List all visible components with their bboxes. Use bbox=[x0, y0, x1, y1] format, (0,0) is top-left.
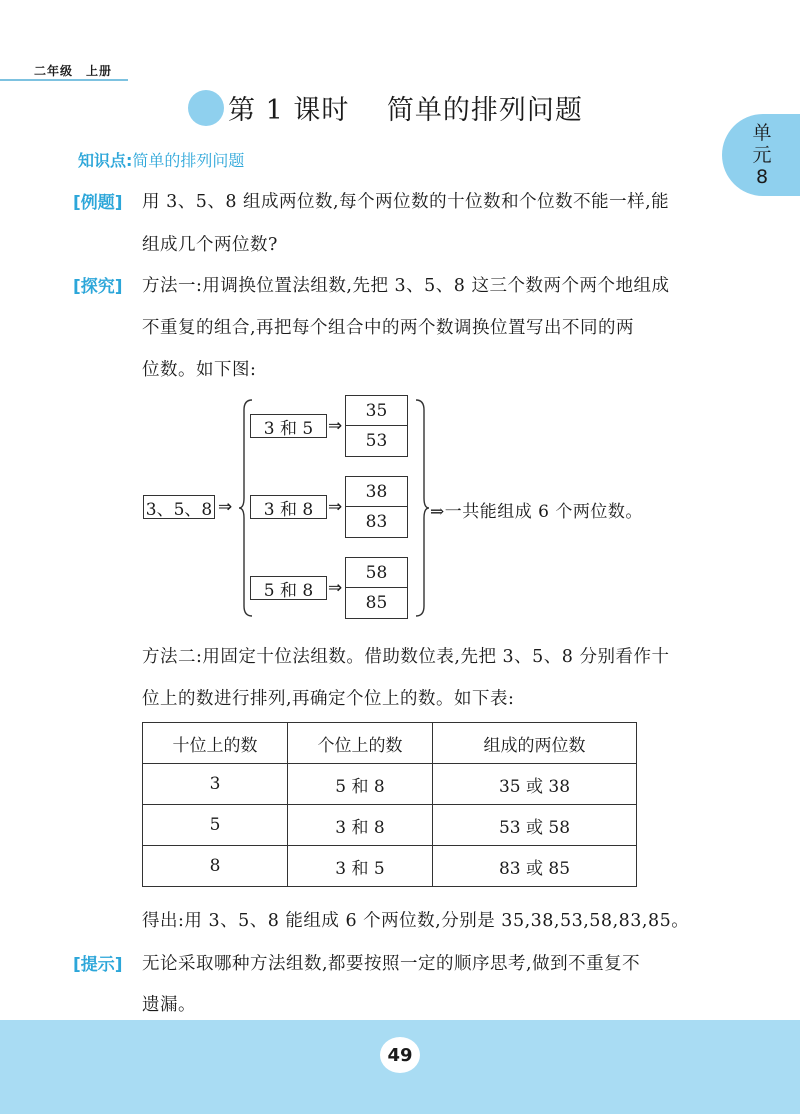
pair-box-2: 3 和 8 bbox=[250, 495, 327, 519]
diagram-arrow-main: ⇒ bbox=[218, 497, 233, 517]
table-header: 十位上的数 bbox=[143, 723, 288, 764]
pair-arrow-2: ⇒ bbox=[328, 497, 343, 517]
numbers-box-2 bbox=[345, 476, 408, 538]
table-cell: 8 bbox=[143, 846, 288, 887]
table-header: 组成的两位数 bbox=[433, 723, 637, 764]
unit-tab-number: 8 bbox=[755, 166, 769, 188]
hint-tag: [提示] bbox=[73, 955, 123, 975]
table-cell: 83 或 85 bbox=[433, 846, 637, 887]
unit-tab-line1: 单 bbox=[752, 122, 772, 144]
explore-tag: [探究] bbox=[73, 277, 123, 297]
method2-line-1: 方法二:用固定十位法组数。借助数位表,先把 3、5、8 分别看作十 bbox=[142, 647, 670, 667]
table-row bbox=[143, 846, 637, 887]
hint-line-2: 遗漏。 bbox=[142, 995, 196, 1015]
knowledge-point-label: 知识点: bbox=[78, 151, 133, 170]
conclusion: 得出:用 3、5、8 能组成 6 个两位数,分别是 35,38,53,58,83,85。 bbox=[142, 911, 690, 931]
example-line-1: 用 3、5、8 组成两位数,每个两位数的十位数和个位数不能一样,能 bbox=[142, 192, 670, 212]
place-value-table bbox=[142, 722, 637, 887]
table-cell: 5 bbox=[143, 805, 288, 846]
number-cell: 85 bbox=[365, 593, 388, 613]
knowledge-point-text: 简单的排列问题 bbox=[132, 151, 245, 170]
hint-line-1: 无论采取哪种方法组数,都要按照一定的顺序思考,做到不重复不 bbox=[142, 954, 641, 974]
pair-box-1: 3 和 5 bbox=[250, 414, 327, 438]
explore-line-2: 不重复的组合,再把每个组合中的两个数调换位置写出不同的两 bbox=[142, 318, 635, 338]
lesson-title: 第 1 课时 简单的排列问题 bbox=[228, 95, 583, 126]
table-header-row bbox=[143, 723, 637, 764]
number-cell: 53 bbox=[365, 431, 388, 451]
pair-box-3: 5 和 8 bbox=[250, 576, 327, 600]
diagram-result: ⇒一共能组成 6 个两位数。 bbox=[430, 502, 643, 522]
number-cell: 35 bbox=[346, 396, 407, 426]
numbers-box-3 bbox=[345, 557, 408, 619]
number-cell: 58 bbox=[346, 558, 407, 588]
table-cell: 3 和 5 bbox=[288, 846, 433, 887]
table-row bbox=[143, 805, 637, 846]
number-cell: 83 bbox=[365, 512, 388, 532]
knowledge-point bbox=[78, 148, 244, 171]
table-header: 个位上的数 bbox=[288, 723, 433, 764]
pair-arrow-3: ⇒ bbox=[328, 578, 343, 598]
table-cell: 53 或 58 bbox=[433, 805, 637, 846]
example-line-2: 组成几个两位数? bbox=[142, 235, 278, 255]
explore-line-1: 方法一:用调换位置法组数,先把 3、5、8 这三个数两个两个地组成 bbox=[142, 276, 670, 296]
grade-label: 二年级 上册 bbox=[34, 64, 113, 78]
example-tag: [例题] bbox=[73, 193, 123, 213]
method2-line-2: 位上的数进行排列,再确定个位上的数。如下表: bbox=[142, 689, 515, 709]
title-dot-icon bbox=[188, 90, 224, 126]
table-cell: 3 和 8 bbox=[288, 805, 433, 846]
header-divider bbox=[0, 79, 128, 81]
table-cell: 5 和 8 bbox=[288, 764, 433, 805]
page-number: 49 bbox=[378, 1035, 422, 1075]
unit-tab-label bbox=[742, 122, 782, 188]
numbers-box-1 bbox=[345, 395, 408, 457]
table-cell: 3 bbox=[143, 764, 288, 805]
right-brace bbox=[412, 398, 432, 618]
table-cell: 35 或 38 bbox=[433, 764, 637, 805]
table-row bbox=[143, 764, 637, 805]
diagram-source-box: 3、5、8 bbox=[143, 495, 215, 519]
unit-tab-line2: 元 bbox=[752, 144, 772, 166]
pair-arrow-1: ⇒ bbox=[328, 416, 343, 436]
explore-line-3: 位数。如下图: bbox=[142, 360, 257, 380]
number-cell: 38 bbox=[346, 477, 407, 507]
